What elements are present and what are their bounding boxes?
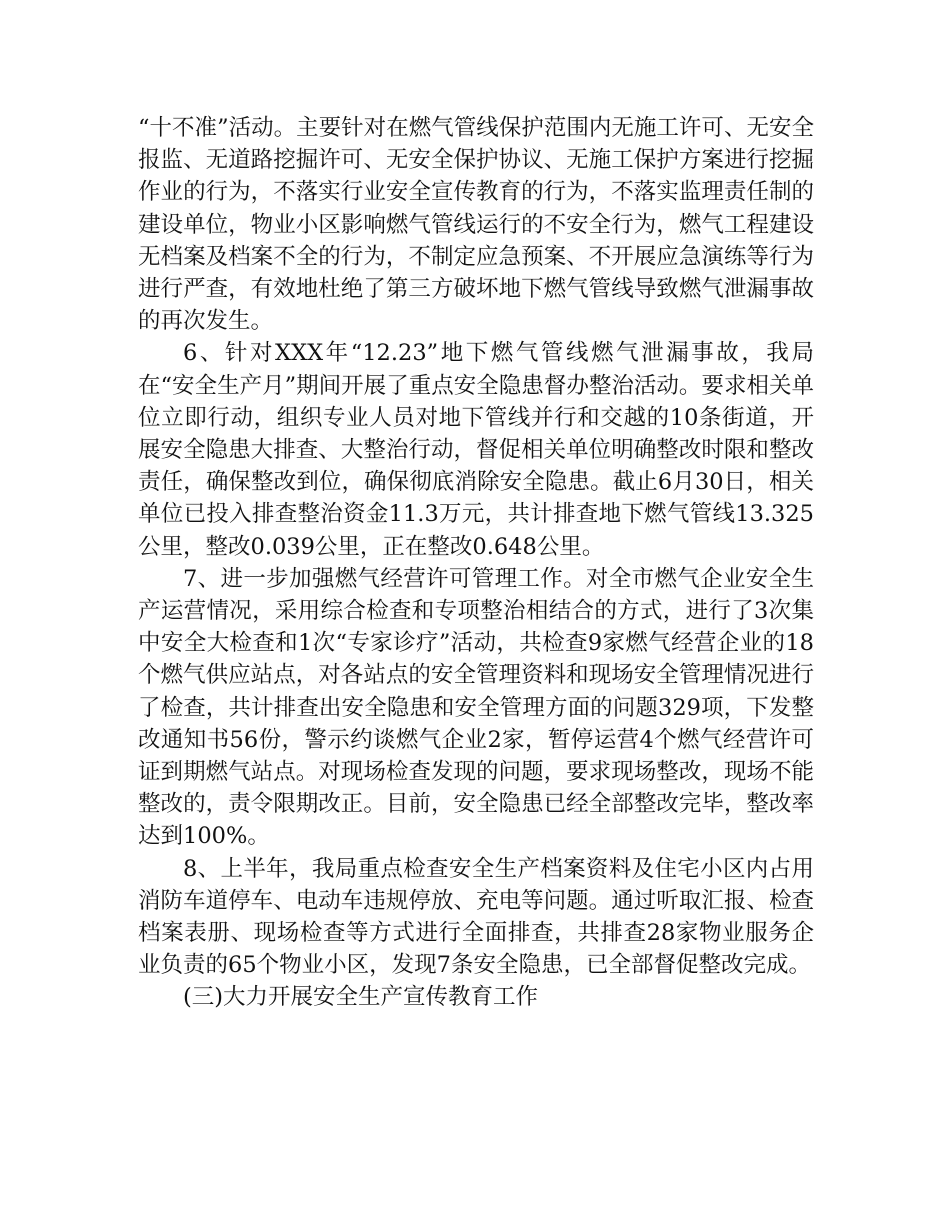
section-heading: (三)大力开展安全生产宣传教育工作 [183,984,539,1011]
paragraph-item-8: 8、上半年，我局重点检查安全生产档案资料及住宅小区内占用消防车道停车、电动车违规停放、充电等问题。通过听取汇报、检查档案表册、现场检查等方式进行全面排查，共排查28家物业服务企业负责的65个物业小区，发现7条安全隐患，已全部督促整改完成。 [138,855,814,979]
document-page [138,112,814,1014]
paragraph-item-7: 7、进一步加强燃气经营许可管理工作。对全市燃气企业安全生产运营情况，采用综合检查和专项整治相结合的方式，进行了3次集中安全大检查和1次“专家诊疗”活动，共检查9家燃气经营企业的18个燃气供应站点，对各站点的安全管理资料和现场安全管理情况进行了检查，共计排查出安全隐患和安全管理方面的问题329项，下发整改通知书56份，警示约谈燃气企业2家，暂停运营4个燃气经营许可证到期燃气站点。对现场检查发现的问题，要求现场整改，现场不能整改的，责令限期改正。目前，安全隐患已经全部整改完毕，整改率达到100%。 [138,565,814,850]
paragraph-item-6: 6、针对XXX年“12.23”地下燃气管线燃气泄漏事故，我局在“安全生产月”期间开展了重点安全隐患督办整治活动。要求相关单位立即行动，组织专业人员对地下管线并行和交越的10条街道，开展安全隐患大排查、大整治行动，督促相关单位明确整改时限和整改责任，确保整改到位，确保彻底消除安全隐患。截止6月30日，相关单位已投入排查整治资金11.3万元，共计排查地下燃气管线13.325公里，整改0.039公里，正在整改0.648公里。 [138,340,814,560]
paragraph-ten-prohibitions: “十不准”活动。主要针对在燃气管线保护范围内无施工许可、无安全报监、无道路挖掘许可、无安全保护协议、无施工保护方案进行挖掘作业的行为，不落实行业安全宣传教育的行为，不落实监理责任制的建设单位，物业小区影响燃气管线运行的不安全行为，燃气工程建设无档案及档案不全的行为，不制定应急预案、不开展应急演练等行为进行严查，有效地杜绝了第三方破坏地下燃气管线导致燃气泄漏事故的再次发生。 [138,115,814,335]
